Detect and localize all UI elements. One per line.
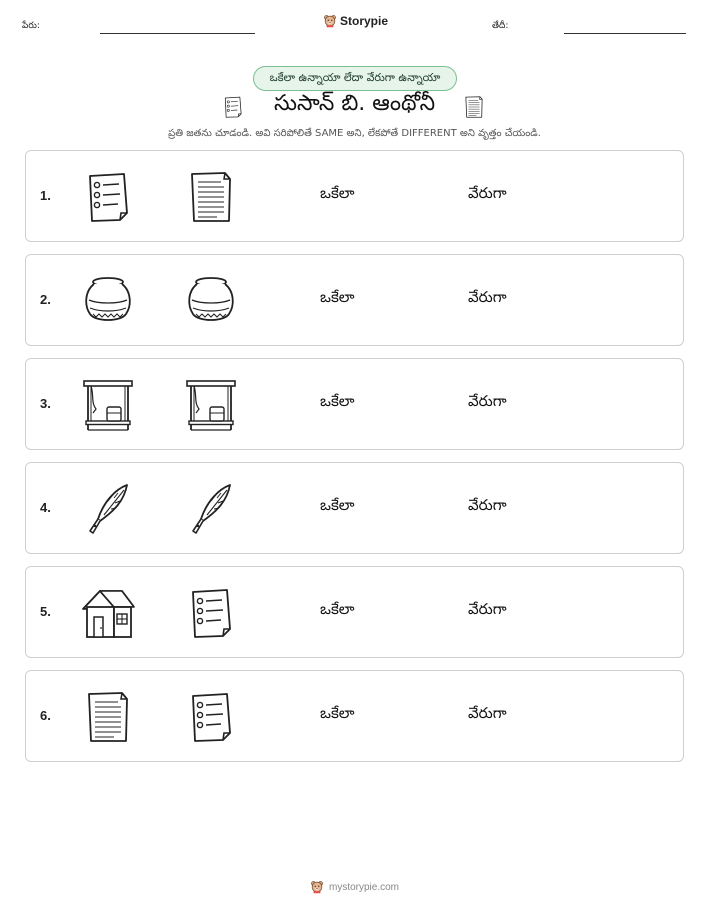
checklist-icon <box>183 585 239 641</box>
bear-mascot-icon <box>310 880 324 894</box>
clay-pot-icon <box>80 273 136 329</box>
option-same[interactable]: ఒకేలా <box>320 392 355 410</box>
option-same[interactable]: ఒకేలా <box>320 704 355 722</box>
question-row <box>25 566 684 658</box>
quill-pen-icon <box>80 481 136 537</box>
option-different[interactable]: వేరుగా <box>468 392 507 410</box>
question-number: 3. <box>40 396 51 411</box>
page-title: సుసాన్ బి. ఆంథోనీ <box>273 91 436 116</box>
name-label: పేరు: <box>22 21 40 31</box>
brand-name: Storypie <box>340 14 389 28</box>
option-same[interactable]: ఒకేలా <box>320 600 355 618</box>
document-icon <box>183 169 239 225</box>
option-different[interactable]: వేరుగా <box>468 288 507 306</box>
instructions: ప్రతి జతను చూడండి. అవి సరిపోలితే SAME అని, లేకపోతే DIFFERENT అని వృత్తం చేయండి. <box>168 128 541 139</box>
question-number: 5. <box>40 604 51 619</box>
option-different[interactable]: వేరుగా <box>468 704 507 722</box>
checklist-icon <box>183 689 239 745</box>
option-same[interactable]: ఒకేలా <box>320 288 355 306</box>
question-number: 2. <box>40 292 51 307</box>
date-label: తేదీ: <box>492 21 509 31</box>
option-same[interactable]: ఒకేలా <box>320 496 355 514</box>
question-row <box>25 150 684 242</box>
date-line[interactable] <box>564 33 686 34</box>
question-row <box>25 670 684 762</box>
question-row <box>25 358 684 450</box>
house-icon <box>80 585 136 641</box>
activity-badge: ఒకేలా ఉన్నాయా లేదా వేరుగా ఉన్నాయా <box>253 66 457 91</box>
question-number: 1. <box>40 188 51 203</box>
question-row <box>25 254 684 346</box>
option-different[interactable]: వేరుగా <box>468 184 507 202</box>
option-different[interactable]: వేరుగా <box>468 496 507 514</box>
window-shelf-icon <box>80 377 136 433</box>
footer-site: mystorypie.com <box>328 881 399 893</box>
question-number: 4. <box>40 500 51 515</box>
document-icon <box>80 689 136 745</box>
question-number: 6. <box>40 708 51 723</box>
question-row <box>25 462 684 554</box>
quill-pen-icon <box>183 481 239 537</box>
brand-logo <box>323 14 388 28</box>
footer <box>0 880 709 894</box>
document-icon <box>462 94 486 120</box>
bear-mascot-icon <box>323 14 337 28</box>
checklist-icon <box>80 169 136 225</box>
option-same[interactable]: ఒకేలా <box>320 184 355 202</box>
name-line[interactable] <box>100 33 255 34</box>
worksheet-header <box>0 12 709 42</box>
title-row <box>0 90 709 124</box>
option-different[interactable]: వేరుగా <box>468 600 507 618</box>
window-shelf-icon <box>183 377 239 433</box>
clay-pot-icon <box>183 273 239 329</box>
